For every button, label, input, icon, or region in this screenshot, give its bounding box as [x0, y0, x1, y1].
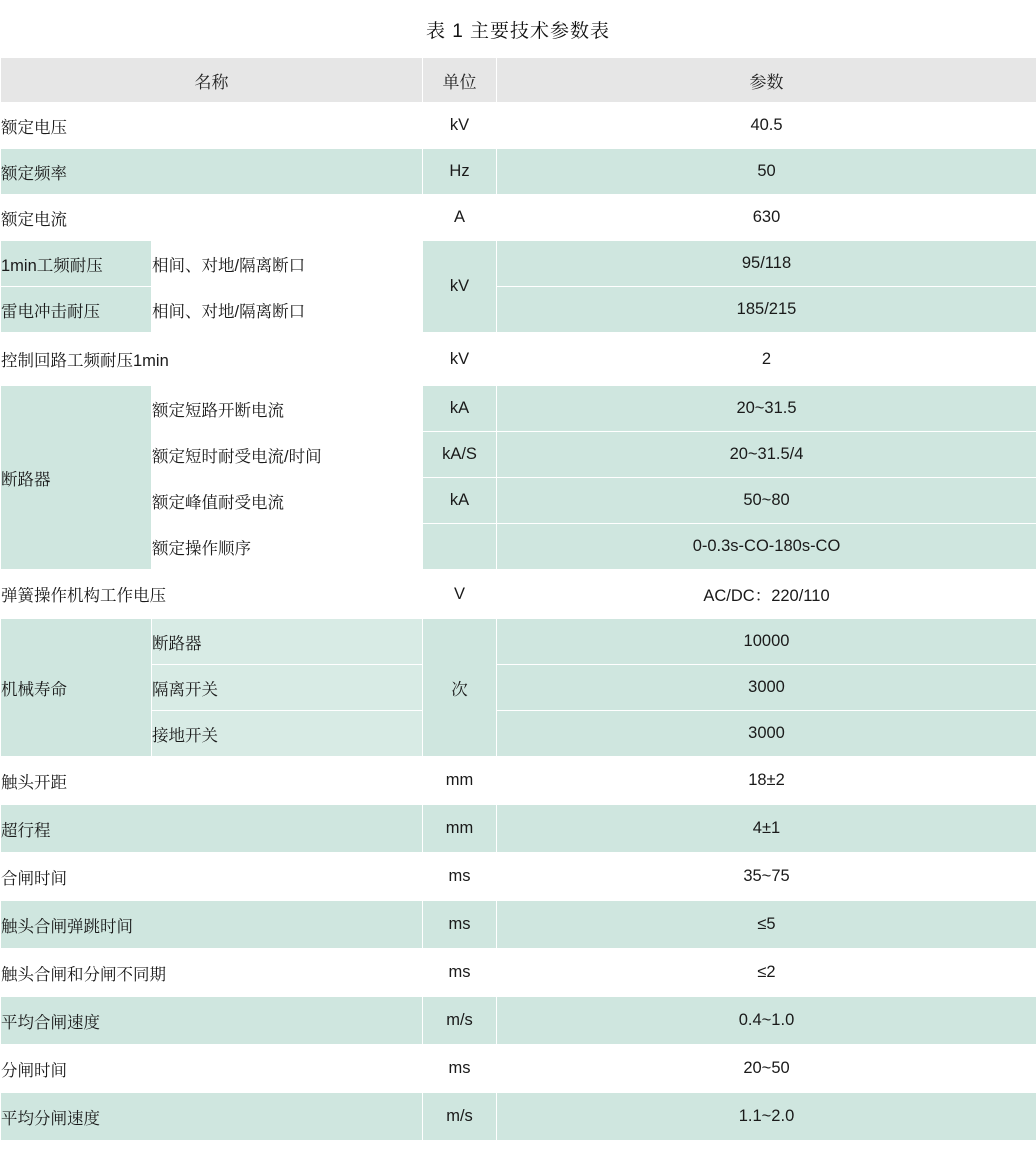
row-value: 35~75 [497, 853, 1036, 901]
row-value: 40.5 [497, 103, 1036, 149]
column-header-name: 名称 [1, 58, 423, 103]
row-unit: m/s [423, 997, 497, 1045]
row-unit: kV [423, 333, 497, 386]
row-unit: 次 [423, 619, 497, 757]
table-row [1, 570, 1036, 619]
row-unit: ms [423, 853, 497, 901]
table-row [1, 853, 1036, 901]
row-value: ≤5 [497, 901, 1036, 949]
table-row [1, 149, 1036, 195]
row-label: 平均合闸速度 [1, 997, 423, 1045]
row-value: 10000 [497, 619, 1036, 665]
row-unit: A [423, 195, 497, 241]
row-label: 额定电压 [1, 103, 423, 149]
row-label: 合闸时间 [1, 853, 423, 901]
row-sublabel: 断路器 [152, 619, 423, 665]
table-row [1, 1093, 1036, 1141]
table-row [1, 478, 1036, 524]
row-value: 630 [497, 195, 1036, 241]
table-row [1, 432, 1036, 478]
row-group-label: 断路器 [1, 386, 152, 570]
table-row [1, 241, 1036, 287]
table-row [1, 901, 1036, 949]
row-label: 控制回路工频耐压1min [1, 333, 423, 386]
table-row [1, 805, 1036, 853]
row-unit: m/s [423, 1093, 497, 1141]
row-value: 1.1~2.0 [497, 1093, 1036, 1141]
row-label: 触头开距 [1, 757, 423, 805]
row-value: 3000 [497, 711, 1036, 757]
row-unit [423, 524, 497, 570]
row-label: 雷电冲击耐压 [1, 287, 152, 333]
row-label: 额定频率 [1, 149, 423, 195]
table-row [1, 524, 1036, 570]
row-value: 4±1 [497, 805, 1036, 853]
row-label: 额定电流 [1, 195, 423, 241]
row-sublabel: 接地开关 [152, 711, 423, 757]
row-unit: ms [423, 1045, 497, 1093]
row-value: ≤2 [497, 949, 1036, 997]
row-unit: mm [423, 757, 497, 805]
row-label: 超行程 [1, 805, 423, 853]
row-value: 185/215 [497, 287, 1036, 333]
row-value: 20~31.5 [497, 386, 1036, 432]
row-value: 50 [497, 149, 1036, 195]
row-sublabel: 隔离开关 [152, 665, 423, 711]
row-value: 3000 [497, 665, 1036, 711]
row-unit: kV [423, 241, 497, 333]
row-label: 平均分闸速度 [1, 1093, 423, 1141]
table-row [1, 711, 1036, 757]
table-row [1, 386, 1036, 432]
row-sublabel: 额定操作顺序 [152, 524, 423, 570]
table-row [1, 619, 1036, 665]
row-unit: kA [423, 386, 497, 432]
row-sublabel: 额定峰值耐受电流 [152, 478, 423, 524]
row-label: 弹簧操作机构工作电压 [1, 570, 423, 619]
row-value: 95/118 [497, 241, 1036, 287]
table-row [1, 1045, 1036, 1093]
table-row [1, 665, 1036, 711]
table-row [1, 103, 1036, 149]
table-row [1, 997, 1036, 1045]
row-value: 0.4~1.0 [497, 997, 1036, 1045]
table-header-row [1, 58, 1036, 103]
table-row [1, 757, 1036, 805]
row-value: 50~80 [497, 478, 1036, 524]
row-value: 2 [497, 333, 1036, 386]
row-unit: ms [423, 949, 497, 997]
row-unit: kA/S [423, 432, 497, 478]
row-value: AC/DC：220/110 [497, 570, 1036, 619]
column-header-param: 参数 [497, 58, 1036, 103]
row-sublabel: 额定短时耐受电流/时间 [152, 432, 423, 478]
table-row [1, 949, 1036, 997]
row-unit: V [423, 570, 497, 619]
column-header-unit: 单位 [423, 58, 497, 103]
row-value: 0-0.3s-CO-180s-CO [497, 524, 1036, 570]
table-row [1, 333, 1036, 386]
row-unit: Hz [423, 149, 497, 195]
row-value: 20~31.5/4 [497, 432, 1036, 478]
row-label: 分闸时间 [1, 1045, 423, 1093]
row-value: 18±2 [497, 757, 1036, 805]
row-sublabel: 相间、对地/隔离断口 [152, 241, 423, 287]
row-unit: kA [423, 478, 497, 524]
row-label: 1min工频耐压 [1, 241, 152, 287]
row-unit: mm [423, 805, 497, 853]
row-value: 20~50 [497, 1045, 1036, 1093]
table-row [1, 195, 1036, 241]
row-sublabel: 额定短路开断电流 [152, 386, 423, 432]
row-sublabel: 相间、对地/隔离断口 [152, 287, 423, 333]
row-label: 触头合闸弹跳时间 [1, 901, 423, 949]
row-group-label: 机械寿命 [1, 619, 152, 757]
row-label: 触头合闸和分闸不同期 [1, 949, 423, 997]
row-unit: ms [423, 901, 497, 949]
table-row [1, 287, 1036, 333]
row-unit: kV [423, 103, 497, 149]
table-title: 表 1 主要技术参数表 [425, 21, 611, 42]
technical-parameters-table [0, 57, 1036, 1141]
